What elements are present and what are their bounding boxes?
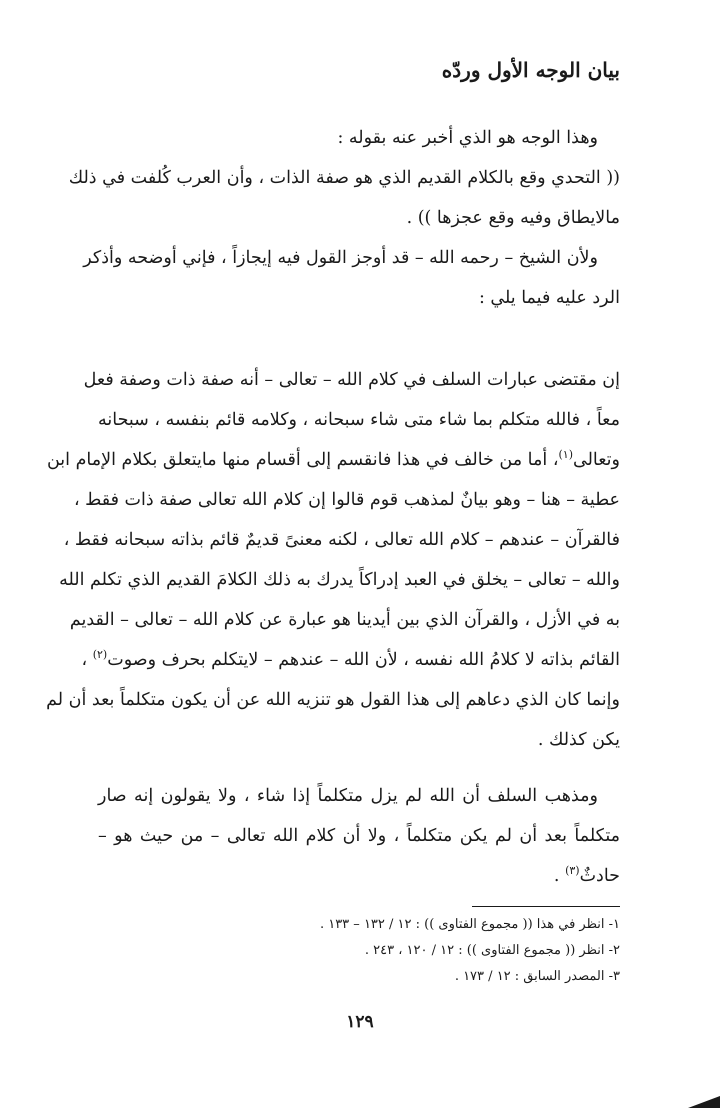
text-line: وهذا الوجه هو الذي أخبر عنه بقوله :: [337, 128, 598, 148]
footnote-divider: [472, 906, 620, 907]
section-heading: بيان الوجه الأول وردّه: [441, 58, 620, 82]
text-line: مالايطاق وفيه وقع عجزها )) .: [406, 208, 620, 228]
footnote-1: ١- انظر في هذا (( مجموع الفتاوى )) : ١٢ / ١٣٢ – ١٣٣ .: [319, 917, 620, 932]
footnote-2: ٢- انظر (( مجموع الفتاوى )) : ١٢ / ١٢٠ ، ٢٤٣ .: [364, 943, 620, 958]
text-fragment: ،: [81, 650, 88, 670]
text-line: فالقرآن – عندهم – كلام الله تعالى ، لكنه معنىً قديمٌ قائم بذاته سبحانه فقط ،: [63, 530, 620, 550]
text-line: إن مقتضى عبارات السلف في كلام الله – تعالى – أنه صفة ذات وصفة فعل: [83, 370, 620, 390]
footnote-ref-1: (١): [558, 448, 573, 462]
scan-edge-shadow: [688, 1094, 720, 1108]
text-line: وإنما كان الذي دعاهم إلى هذا القول هو تنزيه الله عن أن يكون متكلماً بعد أن لم: [46, 690, 620, 710]
text-line: عطية – هنا – وهو بيانٌ لمذهب قوم قالوا إن كلام الله تعالى صفة ذات فقط ،: [73, 490, 620, 510]
text-fragment: حادثٌ: [579, 866, 620, 886]
text-line-with-footnote: [46, 440, 620, 480]
text-line: معاً ، فالله متكلم بما شاء متى شاء سبحانه ، وكلامه قائم بنفسه ، سبحانه: [98, 410, 620, 430]
footnotes: [260, 912, 620, 990]
text-line: ولأن الشيخ – رحمه الله – قد أوجز القول فيه إيجازاً ، فإني أوضحه وأذكر: [83, 248, 598, 268]
text-fragment: وتعالى: [572, 450, 620, 470]
text-line: يكن كذلك .: [537, 730, 620, 750]
paragraph-conclusion: [98, 776, 620, 896]
footnote-3: ٣- المصدر السابق : ١٢ / ١٧٣ .: [454, 969, 620, 984]
text-line: الرد عليه فيما يلي :: [478, 288, 620, 308]
paragraph-intro: [68, 118, 620, 318]
footnote-ref-3: (٣): [565, 864, 580, 878]
page-number: ١٢٩: [346, 1012, 374, 1032]
text-fragment: ، أما من خالف في هذا فانقسم إلى أقسام منها مايتعلق بكلام الإمام ابن: [46, 450, 559, 470]
text-line-with-footnote: [81, 640, 620, 680]
text-line: متكلماً بعد أن لم يكن متكلماً ، ولا أن كلام الله تعالى – من حيث هو –: [98, 826, 620, 846]
paragraph-salaf-view: [46, 360, 620, 760]
text-fragment: .: [553, 866, 560, 886]
footnote-ref-2: (٢): [92, 648, 108, 662]
text-line: ومذهب السلف أن الله لم يزل متكلماً إذا شاء ، ولا يقولون إنه صار: [98, 786, 598, 806]
text-line: به في الأزل ، والقرآن الذي بين أيدينا هو عبارة عن كلام الله – تعالى – القديم: [69, 610, 620, 630]
text-line: (( التحدي وقع بالكلام القديم الذي هو صفة الذات ، وأن العرب كُلفت في ذلك: [68, 168, 620, 188]
text-fragment: القائم بذاته لا كلامُ الله نفسه ، لأن الله – عندهم – لايتكلم بحرف وصوت: [107, 650, 620, 670]
text-line-with-footnote: [98, 856, 620, 896]
text-line: والله – تعالى – يخلق في العبد إدراكاً يدرك به ذلك الكلامَ القديم الذي تكلم الله: [59, 570, 620, 590]
